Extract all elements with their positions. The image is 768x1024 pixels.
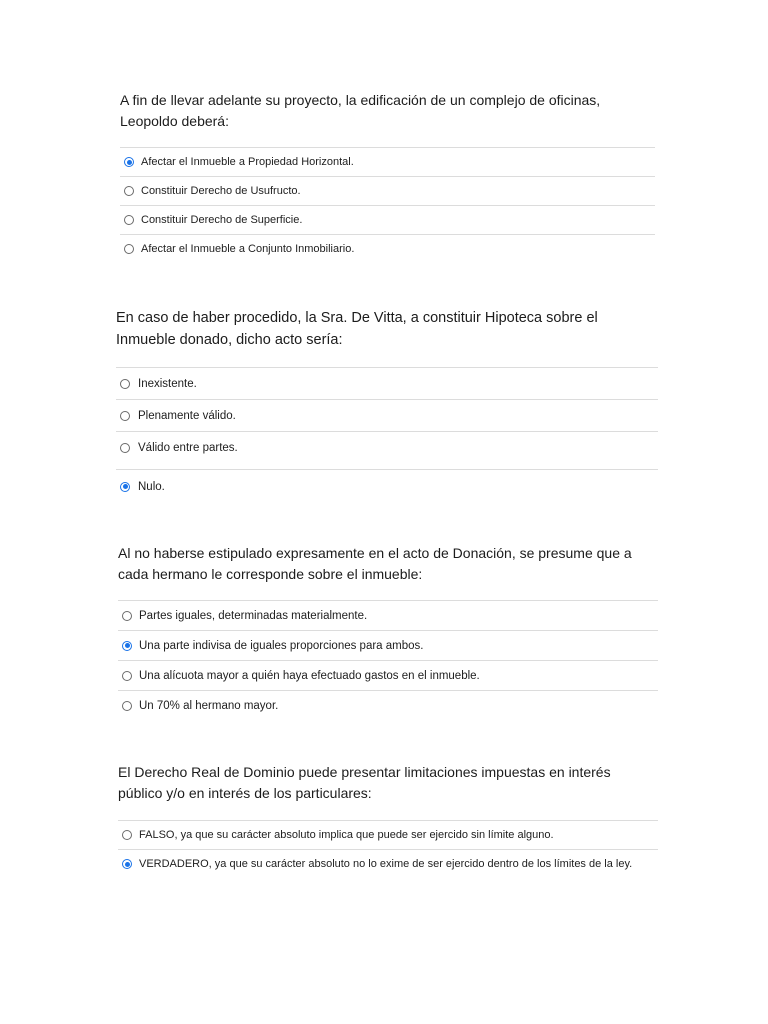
answer-label: Un 70% al hermano mayor. <box>139 699 279 712</box>
answer-label: Nulo. <box>138 480 165 493</box>
question-1 <box>120 90 655 263</box>
answer-option[interactable] <box>120 205 655 234</box>
answer-options <box>116 367 658 503</box>
question-text: A fin de llevar adelante su proyecto, la edificación de un complejo de oficinas, Leopoldo deberá: <box>120 92 601 129</box>
radio-empty-icon[interactable] <box>120 379 130 389</box>
radio-empty-icon[interactable] <box>122 611 132 621</box>
answer-option[interactable] <box>118 660 658 690</box>
radio-empty-icon[interactable] <box>122 671 132 681</box>
answer-label: Constituir Derecho de Usufructo. <box>141 185 301 197</box>
radio-empty-icon[interactable] <box>122 830 132 840</box>
radio-selected-icon[interactable] <box>122 641 132 651</box>
answer-label: Afectar el Inmueble a Conjunto Inmobiliario. <box>141 243 355 255</box>
answer-options <box>118 600 658 720</box>
answer-option[interactable] <box>120 147 655 176</box>
answer-label: FALSO, ya que su carácter absoluto implica que puede ser ejercido sin límite alguno. <box>139 829 554 841</box>
answer-option[interactable] <box>118 820 658 849</box>
answer-option[interactable] <box>120 234 655 263</box>
answer-option[interactable] <box>116 399 658 431</box>
answer-label: Constituir Derecho de Superficie. <box>141 214 303 226</box>
radio-empty-icon[interactable] <box>120 443 130 453</box>
answer-label: Una alícuota mayor a quién haya efectuado gastos en el inmueble. <box>139 669 480 682</box>
answer-label: Partes iguales, determinadas materialmente. <box>139 609 368 622</box>
answer-option[interactable] <box>118 600 658 630</box>
answer-option[interactable] <box>120 176 655 205</box>
answer-label: Válido entre partes. <box>138 441 238 454</box>
radio-empty-icon[interactable] <box>124 215 134 225</box>
radio-empty-icon[interactable] <box>124 244 134 254</box>
question-4 <box>118 762 658 878</box>
answer-label: Una parte indivisa de iguales proporciones para ambos. <box>139 639 424 652</box>
question-3 <box>118 543 658 720</box>
radio-empty-icon[interactable] <box>124 186 134 196</box>
answer-label: Afectar el Inmueble a Propiedad Horizontal. <box>141 156 354 168</box>
answer-option[interactable] <box>118 690 658 720</box>
question-text: El Derecho Real de Dominio puede presentar limitaciones impuestas en interés público y/o en interés de los particulares: <box>118 764 611 801</box>
question-text: En caso de haber procedido, la Sra. De Vitta, a constituir Hipoteca sobre el Inmueble donado, dicho acto sería: <box>116 310 598 348</box>
answer-options <box>120 147 655 263</box>
answer-option[interactable] <box>118 630 658 660</box>
answer-option[interactable] <box>118 849 658 878</box>
radio-empty-icon[interactable] <box>120 411 130 421</box>
answer-option[interactable] <box>116 469 658 503</box>
answer-option[interactable] <box>116 431 658 463</box>
answer-option[interactable] <box>116 367 658 399</box>
radio-empty-icon[interactable] <box>122 701 132 711</box>
question-2 <box>116 307 658 503</box>
radio-selected-icon[interactable] <box>124 157 134 167</box>
radio-selected-icon[interactable] <box>122 859 132 869</box>
answer-label: VERDADERO, ya que su carácter absoluto no lo exime de ser ejercido dentro de los límites de la ley. <box>139 858 633 870</box>
answer-options <box>118 820 658 878</box>
answer-label: Plenamente válido. <box>138 409 236 422</box>
question-text: Al no haberse estipulado expresamente en el acto de Donación, se presume que a cada hermano le corresponde sobre el inmueble: <box>118 545 632 582</box>
radio-selected-icon[interactable] <box>120 482 130 492</box>
answer-label: Inexistente. <box>138 377 197 390</box>
